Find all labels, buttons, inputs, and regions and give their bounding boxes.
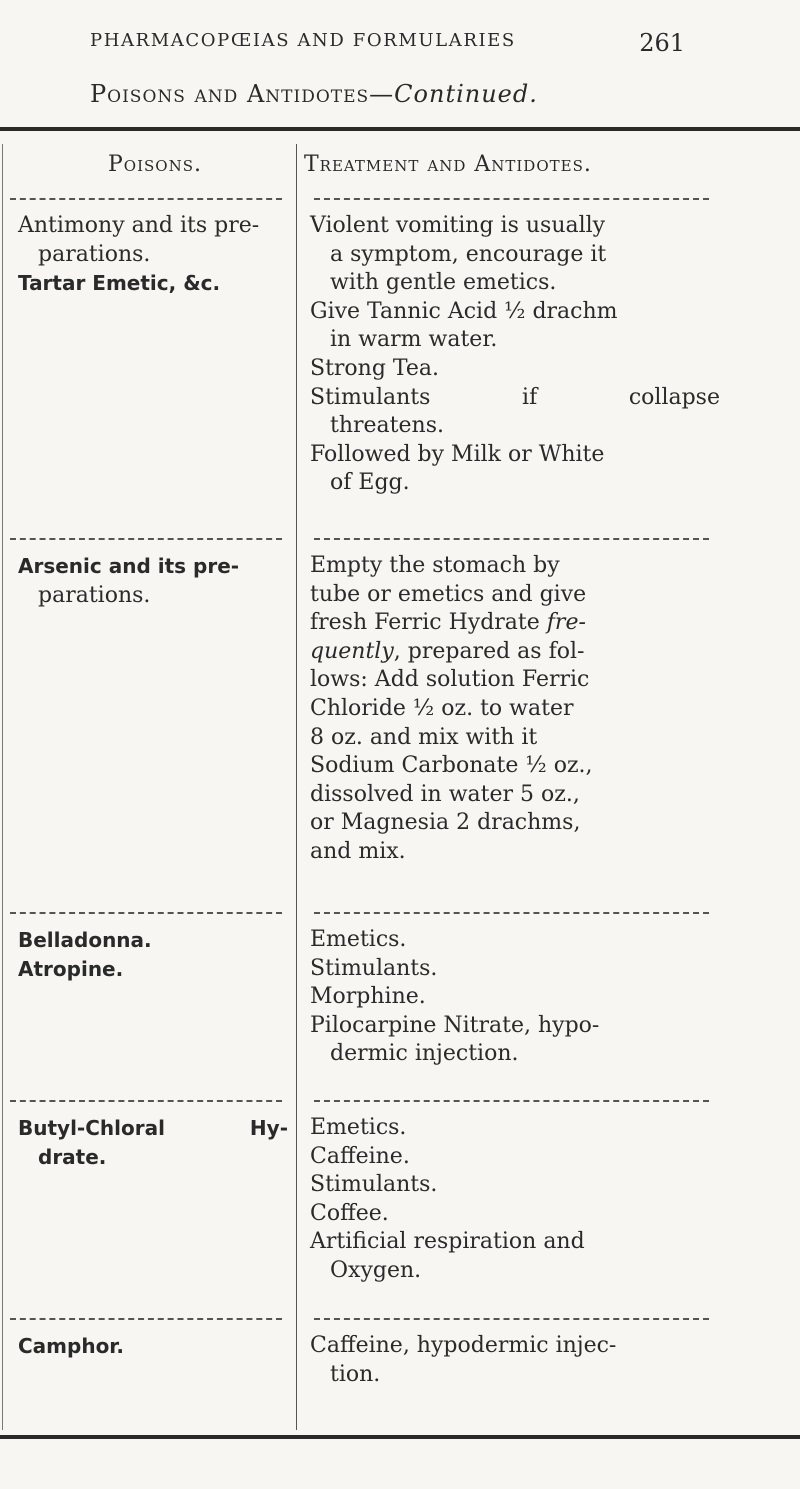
treatment-line: or Magnesia 2 drachms, (310, 810, 581, 836)
treatment-line: Sodium Carbonate ½ oz., (310, 753, 593, 779)
treatment-line: Morphine. (310, 984, 426, 1010)
top-rule (0, 127, 800, 131)
treatment-cell-butyl-chloral (310, 1114, 730, 1286)
bottom-rule (0, 1435, 800, 1439)
treatment-line: Strong Tea. (310, 355, 440, 381)
treatment-line: Empty the stomach by (310, 553, 560, 578)
poison-name-justified (18, 1114, 288, 1143)
treatment-line: Artificial respiration and (310, 1229, 585, 1255)
treatment-line-justified (310, 384, 720, 413)
treatment-line: Stimulants. (310, 1172, 438, 1198)
treatment-line: in warm water. (330, 327, 498, 353)
row-divider (314, 1318, 709, 1320)
treatment-line: lows: Add solution Ferric (310, 667, 590, 693)
treatment-line: Give Tannic Acid ½ drachm (310, 298, 618, 324)
poison-name: Belladonna. (18, 928, 152, 952)
row-divider (10, 538, 282, 540)
running-head-title: PHARMACOPŒIAS AND FORMULARIES (90, 30, 516, 51)
treatment-line: 8 oz. and mix with it (310, 724, 538, 750)
treatment-line: tube or emetics and give (310, 581, 587, 607)
treatment-cell-camphor (310, 1332, 730, 1389)
treatment-line: tion. (330, 1361, 381, 1387)
row-divider (314, 538, 709, 540)
row-divider (314, 198, 709, 200)
treatment-cell-antimony (310, 212, 730, 498)
treatment-italic: quently (310, 638, 394, 664)
treatment-line: Caffeine, hypodermic injec- (310, 1333, 617, 1358)
row-divider (10, 198, 282, 200)
running-head (90, 29, 685, 57)
row-divider (10, 1100, 282, 1102)
treatment-text: , prepared as fol- (393, 638, 585, 664)
treatment-line: Stimulants. (310, 955, 438, 981)
treatment-word: Stimulants (310, 384, 431, 410)
poison-name-text: Arsenic and its pre- (18, 554, 240, 578)
poison-word: Butyl-Chloral (18, 1116, 165, 1140)
treatment-cell-belladonna (310, 926, 730, 1069)
treatment-line (310, 638, 730, 667)
poison-cell-camphor (18, 1332, 286, 1361)
poison-cell-butyl-chloral (18, 1114, 286, 1171)
treatment-cell-arsenic (310, 552, 730, 867)
treatment-line: dermic injection. (330, 1041, 519, 1067)
poison-cell-arsenic (18, 552, 286, 610)
treatment-line: Followed by Milk or White (310, 441, 605, 467)
poison-name-cont: parations. (38, 582, 151, 608)
treatment-line: of Egg. (330, 470, 410, 496)
section-title-continued: Continued. (394, 80, 538, 108)
poison-name: Atropine. (18, 956, 124, 981)
treatment-line: Coffee. (310, 1200, 389, 1226)
treatment-line: and mix. (310, 838, 406, 864)
left-border-rule (2, 144, 3, 1430)
column-header-treatment: Treatment and Antidotes. (304, 152, 592, 177)
treatment-line: a symptom, encourage it (330, 241, 607, 267)
treatment-line: Pilocarpine Nitrate, hypo- (310, 1012, 600, 1038)
treatment-line: Oxygen. (330, 1257, 422, 1283)
row-divider (314, 912, 709, 914)
row-divider (10, 912, 282, 914)
treatment-line: threatens. (330, 413, 444, 439)
poison-name-bold: Tartar Emetic, &c. (18, 271, 221, 296)
column-divider (296, 144, 297, 1430)
column-header-poisons: Poisons. (108, 152, 202, 177)
treatment-line: Emetics. (310, 927, 407, 952)
treatment-line: Caffeine. (310, 1143, 410, 1169)
poison-word: Hy- (249, 1116, 288, 1140)
poison-name-cont: parations. (38, 241, 151, 267)
section-title-main: Poisons and Antidotes— (90, 80, 395, 108)
treatment-line: Emetics. (310, 1115, 407, 1140)
treatment-word: if (522, 384, 538, 410)
treatment-line: Violent vomiting is usually (310, 213, 606, 238)
poison-cell-antimony (18, 212, 286, 298)
treatment-line: with gentle emetics. (330, 270, 557, 296)
row-divider (10, 1318, 282, 1320)
row-divider (314, 1100, 709, 1102)
poison-cell-belladonna (18, 926, 286, 983)
treatment-line: Chloride ½ oz. to water (310, 695, 574, 721)
treatment-text: fresh Ferric Hydrate (310, 610, 547, 636)
treatment-italic: fre- (546, 610, 586, 636)
treatment-word: collapse (628, 384, 720, 410)
poison-name (18, 552, 286, 582)
page-number: 261 (639, 29, 685, 57)
treatment-line: dissolved in water 5 oz., (310, 781, 580, 807)
poison-name: Camphor. (18, 1334, 124, 1358)
treatment-line (310, 609, 730, 638)
poison-name: Antimony and its pre- (18, 213, 260, 238)
section-title (90, 80, 538, 108)
poison-name-cont: drate. (38, 1144, 107, 1169)
